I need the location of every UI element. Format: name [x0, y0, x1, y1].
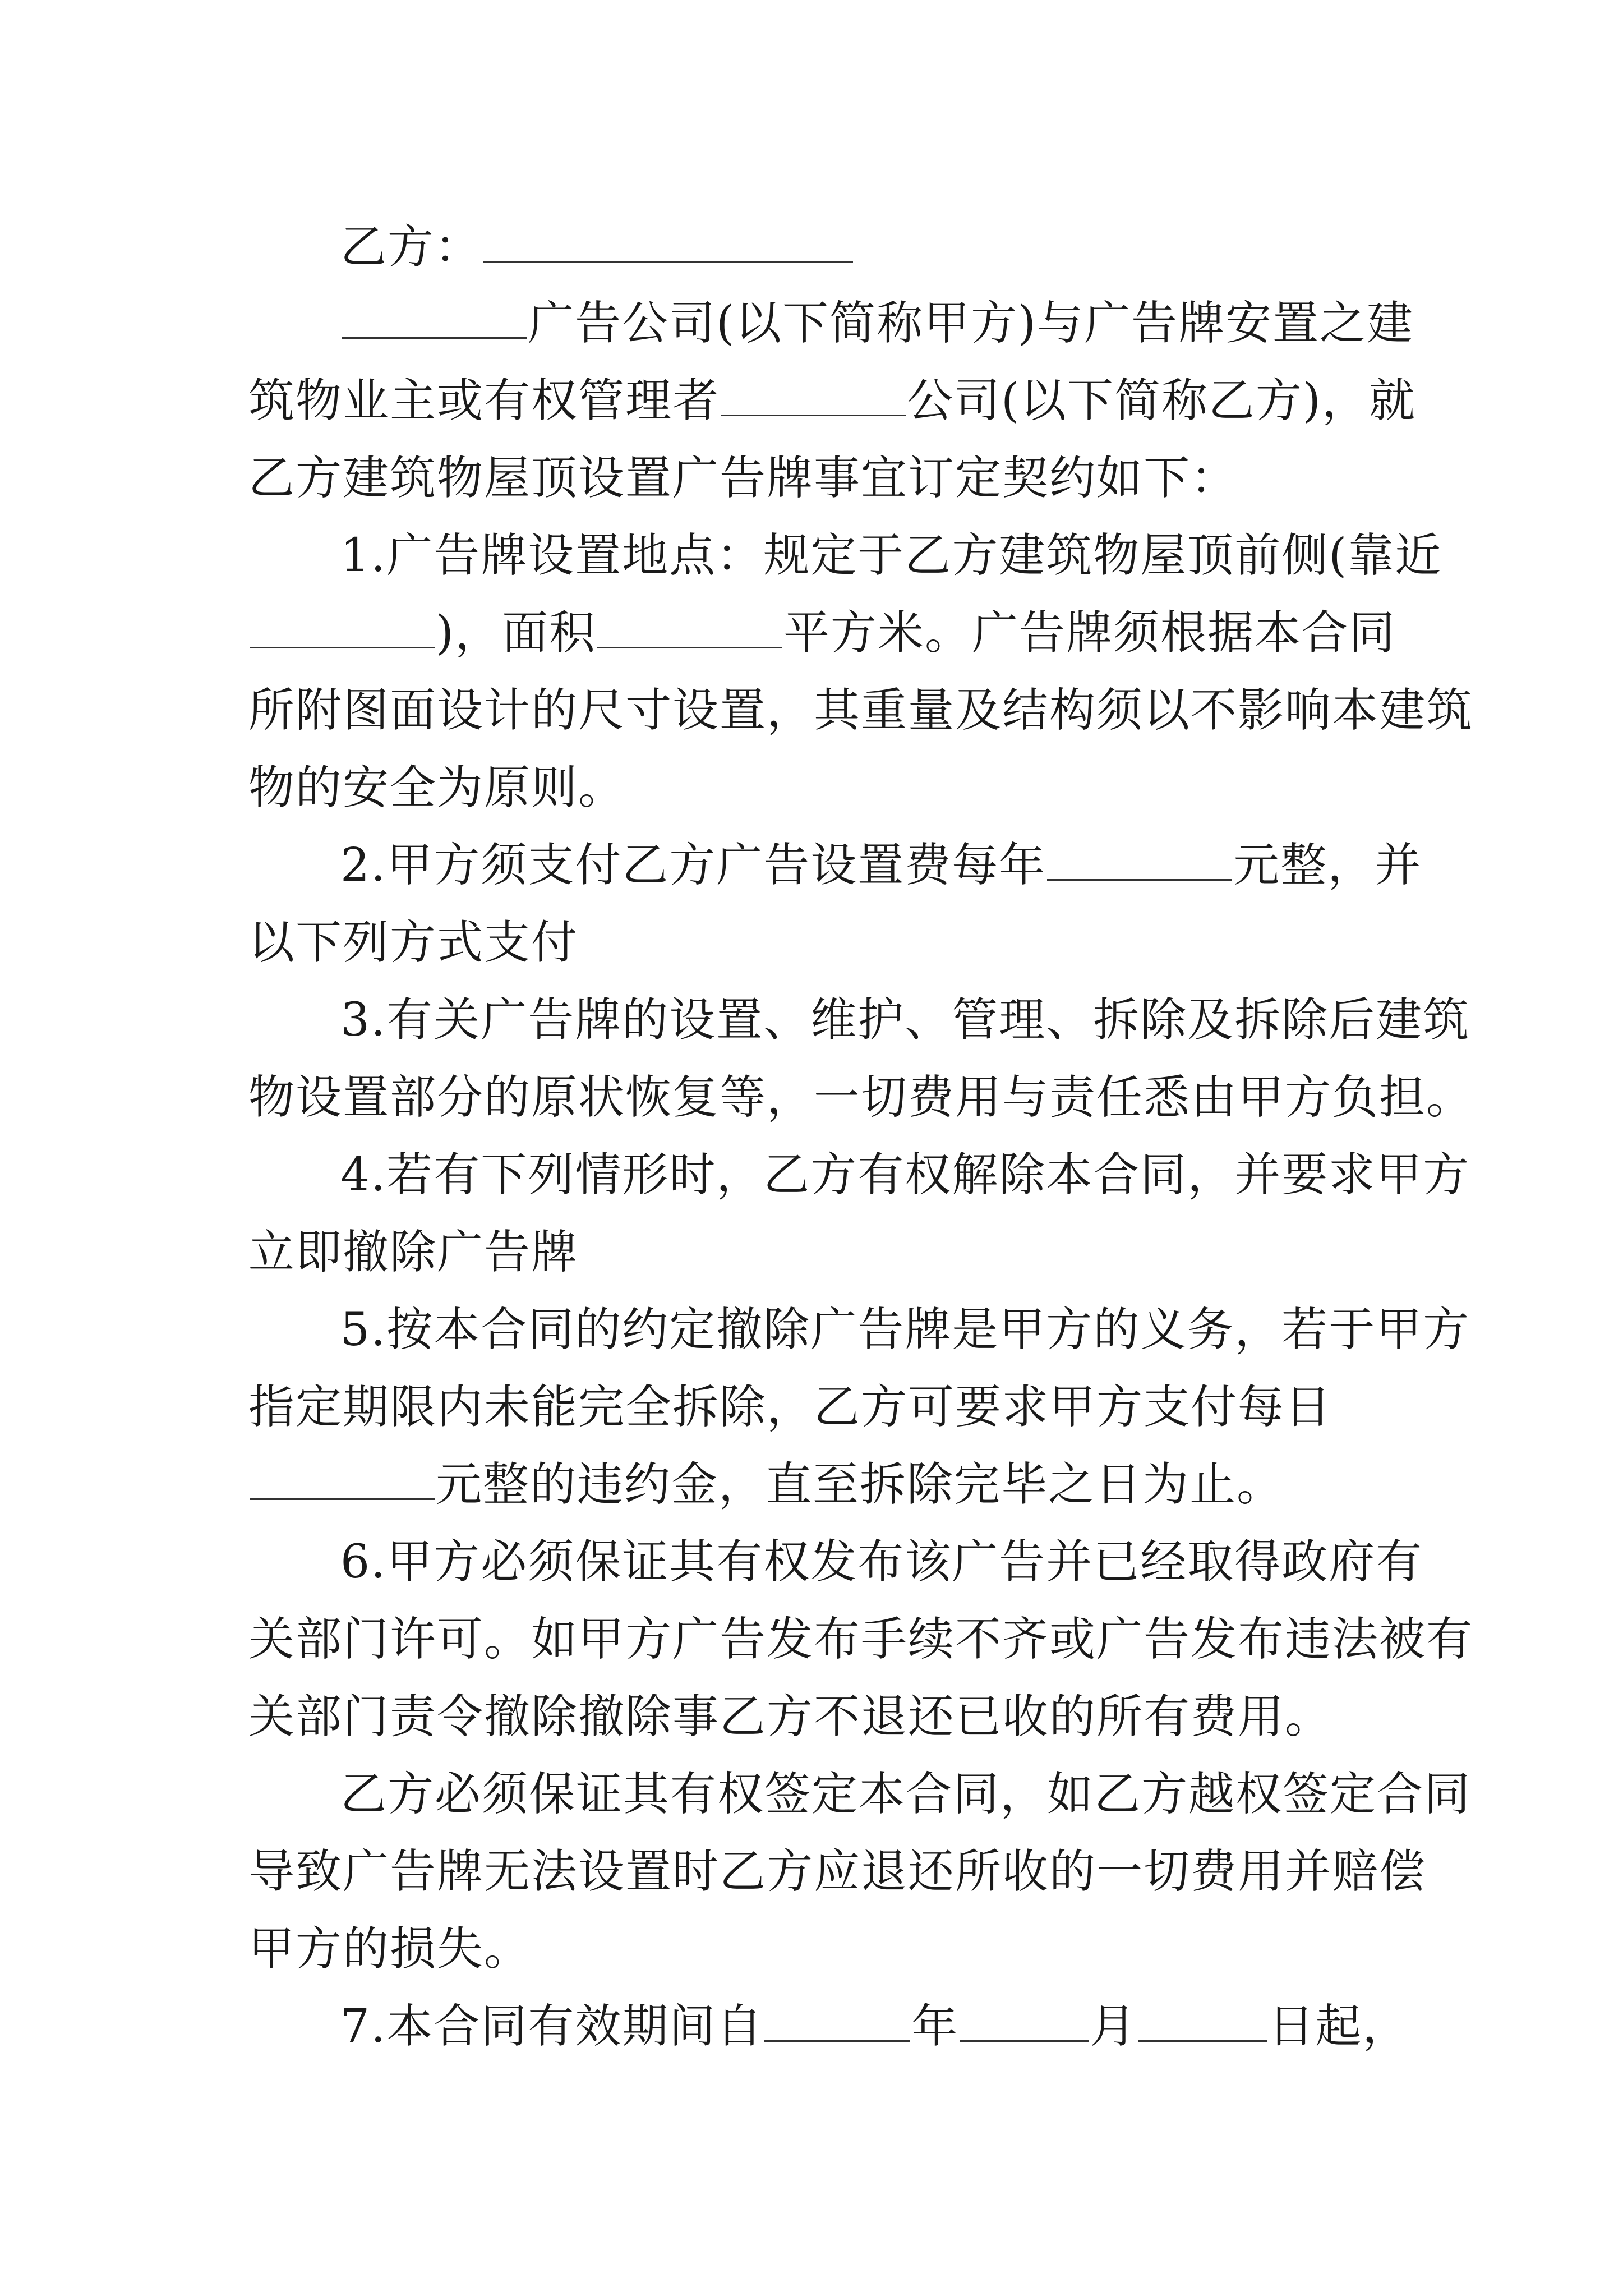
company-b-blank	[721, 369, 906, 416]
item6-text: 关部门责令撤除撤除事乙方不退还已收的所有费用。	[248, 1690, 1332, 1743]
item6b-text: 甲方的损失。	[248, 1922, 532, 1976]
item6b-line-2	[248, 1833, 1426, 1911]
item5-line-2	[248, 1369, 1332, 1446]
penalty-blank	[250, 1452, 435, 1500]
item7-text: 日起，	[1268, 2000, 1410, 2053]
party-b-blank	[483, 215, 853, 263]
item4-line-1	[340, 1137, 1470, 1214]
item1-text: 物的安全为原则。	[248, 761, 626, 815]
month-blank	[960, 1994, 1089, 2042]
item2-text: 以下列方式支付	[248, 916, 579, 969]
item2-line-2	[248, 904, 578, 982]
intro-text: 公司(以下简称乙方)，就	[907, 374, 1416, 427]
item2-text: 2.甲方须支付乙方广告设置费每年	[340, 839, 1046, 892]
fee-blank	[1047, 833, 1232, 881]
item1-text: 平方米。广告牌须根据本合同	[783, 606, 1396, 660]
item6-text: 关部门许可。如甲方广告发布手续不齐或广告发布违法被有	[248, 1613, 1474, 1666]
item6b-text: 导致广告牌无法设置时乙方应退还所收的一切费用并赔偿	[248, 1845, 1427, 1898]
item7-text: 月	[1090, 2000, 1137, 2053]
item5-text: 5.按本合同的约定撤除广告牌是甲方的义务，若于甲方	[340, 1303, 1470, 1356]
party-b-line	[340, 209, 854, 286]
item5-text: 指定期限内未能完全拆除，乙方可要求甲方支付每日	[248, 1381, 1332, 1434]
item1-text: 1.广告牌设置地点：规定于乙方建筑物屋顶前侧(靠近	[340, 529, 1442, 582]
item1-line-1	[340, 517, 1442, 595]
item6-line-1	[340, 1524, 1423, 1601]
item2-text: 元整，并	[1233, 839, 1422, 892]
item1-text: )，面积	[436, 606, 596, 660]
item6-line-3	[248, 1678, 1332, 1756]
item5-line-3	[248, 1446, 1284, 1524]
intro-text: 筑物业主或有权管理者	[248, 374, 720, 427]
item3-line-1	[340, 982, 1470, 1059]
item7-text: 年	[911, 2000, 959, 2053]
party-b-label: 乙方：	[340, 220, 482, 274]
item3-text: 3.有关广告牌的设置、维护、管理、拆除及拆除后建筑	[340, 993, 1470, 1047]
company-a-blank	[342, 291, 527, 339]
item4-line-2	[248, 1214, 578, 1291]
day-blank	[1138, 1994, 1267, 2042]
item3-line-2	[248, 1059, 1473, 1137]
location-blank	[250, 601, 435, 648]
intro-line-2	[248, 362, 1416, 440]
item4-text: 立即撤除广告牌	[248, 1226, 579, 1279]
item2-line-1	[340, 827, 1422, 904]
item6b-line-3	[248, 1911, 531, 1988]
item3-text: 物设置部分的原状恢复等，一切费用与责任悉由甲方负担。	[248, 1071, 1474, 1124]
item6b-text: 乙方必须保证其有权签定本合同，如乙方越权签定合同	[340, 1768, 1472, 1821]
intro-text: 乙方建筑物屋顶设置广告牌事宜订定契约如下：	[248, 452, 1238, 505]
item4-text: 4.若有下列情形时，乙方有权解除本合同，并要求甲方	[340, 1148, 1470, 1202]
item1-line-4	[248, 749, 625, 827]
item1-text: 所附图面设计的尺寸设置，其重量及结构须以不影响本建筑	[248, 684, 1474, 737]
item1-line-2	[248, 595, 1396, 672]
year-blank	[764, 1994, 910, 2042]
intro-line-3	[248, 440, 1238, 517]
item7-line-1	[340, 1988, 1409, 2065]
item5-line-1	[340, 1291, 1470, 1369]
item5-text: 元整的违约金，直至拆除完毕之日为止。	[436, 1458, 1284, 1511]
item7-text: 7.本合同有效期间自	[340, 2000, 764, 2053]
intro-text: 广告公司(以下简称甲方)与广告牌安置之建	[528, 297, 1414, 350]
area-blank	[597, 601, 782, 648]
item6-line-2	[248, 1601, 1473, 1678]
item6-text: 6.甲方必须保证其有权发布该广告并已经取得政府有	[340, 1535, 1423, 1589]
item1-line-3	[248, 672, 1473, 749]
item6b-line-1	[340, 1756, 1471, 1833]
intro-line-1	[340, 285, 1414, 362]
